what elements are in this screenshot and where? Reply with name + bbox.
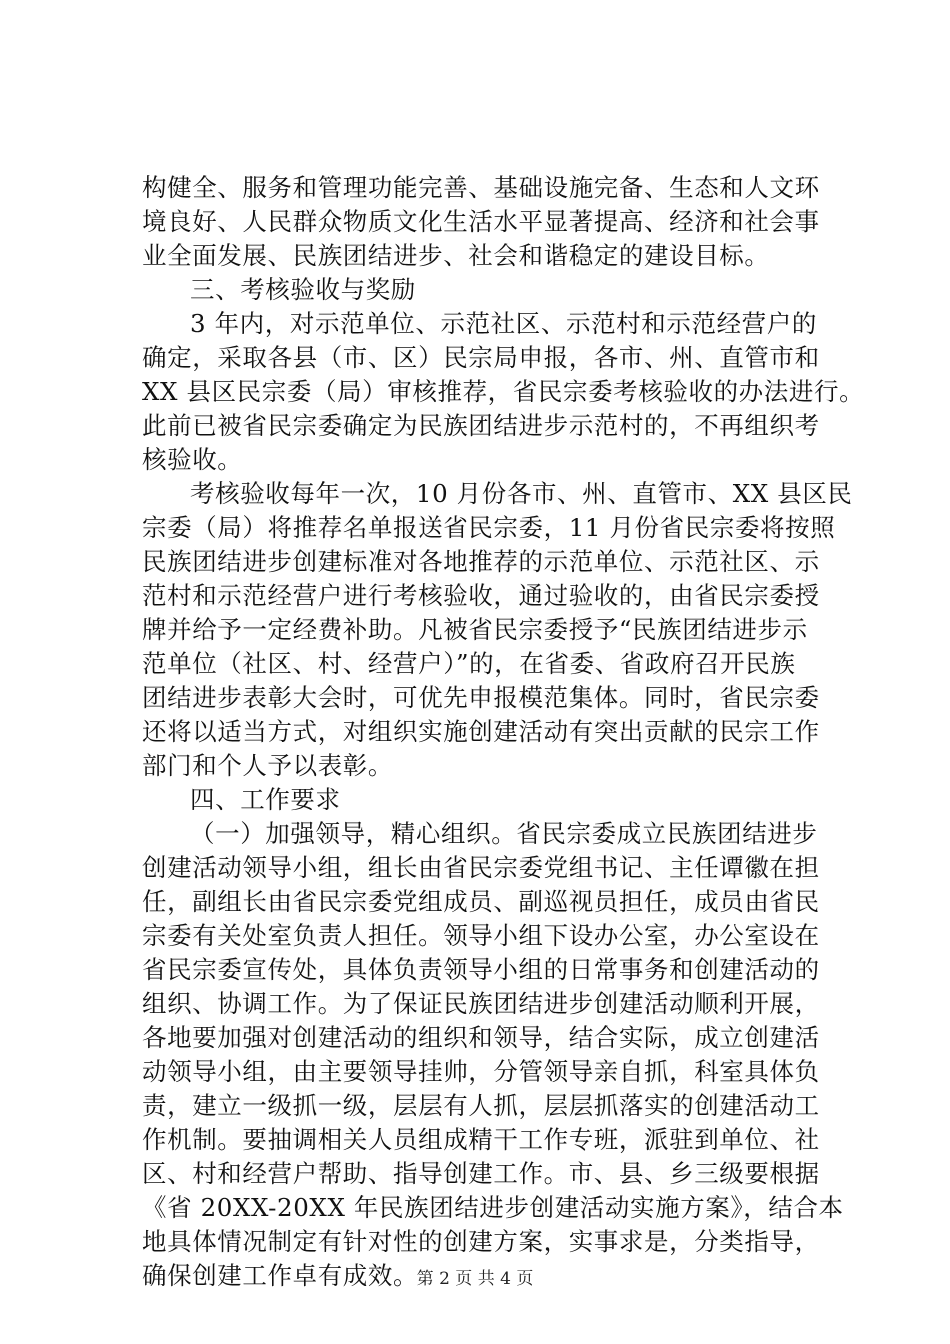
text-line: 动领导小组，由主要领导挂帅，分管领导亲自抓，科室具体负 (142, 1057, 820, 1086)
text-line: 区、村和经营户帮助、指导创建工作。市、县、乡三级要根据 (142, 1159, 820, 1188)
text-line: 构健全、服务和管理功能完善、基础设施完备、生态和人文环 (142, 173, 820, 202)
text-line: 三、考核验收与奖励 (190, 275, 416, 304)
text-line: 任，副组长由省民宗委党组成员、副巡视员担任，成员由省民 (142, 887, 820, 916)
text-line: 宗委有关处室负责人担任。领导小组下设办公室，办公室设在 (142, 921, 820, 950)
text-line: XX 县区民宗委（局）审核推荐，省民宗委考核验收的办法进行。 (142, 377, 865, 406)
text-line: 各地要加强对创建活动的组织和领导，结合实际，成立创建活 (142, 1023, 820, 1052)
text-line: 核验收。 (142, 445, 243, 474)
body-text (142, 171, 865, 1293)
text-line: 《省 20XX-20XX 年民族团结进步创建活动实施方案》，结合本 (142, 1193, 844, 1222)
text-line: 责，建立一级抓一级，层层有人抓，层层抓落实的创建活动工 (142, 1091, 820, 1120)
text-line: 四、工作要求 (190, 785, 341, 814)
text-line: 组织、协调工作。为了保证民族团结进步创建活动顺利开展， (142, 989, 820, 1018)
text-line: 范村和示范经营户进行考核验收，通过验收的，由省民宗委授 (142, 581, 820, 610)
text-line: 业全面发展、民族团结进步、社会和谐稳定的建设目标。 (142, 241, 770, 270)
text-line: 地具体情况制定有针对性的创建方案，实事求是，分类指导， (142, 1227, 820, 1256)
text-line: 牌并给予一定经费补助。凡被省民宗委授予“民族团结进步示 (142, 615, 808, 644)
text-line: 考核验收每年一次，10 月份各市、州、直管市、XX 县区民 (190, 479, 853, 508)
text-line: 民族团结进步创建标准对各地推荐的示范单位、示范社区、示 (142, 547, 820, 576)
text-line: 省民宗委宣传处，具体负责领导小组的日常事务和创建活动的 (142, 955, 820, 984)
text-line: 宗委（局）将推荐名单报送省民宗委，11 月份省民宗委将按照 (142, 513, 836, 542)
text-line: 创建活动领导小组，组长由省民宗委党组书记、主任谭徽在担 (142, 853, 820, 882)
text-line: （一）加强领导，精心组织。省民宗委成立民族团结进步 (190, 819, 818, 848)
text-line: 范单位（社区、村、经营户）”的，在省委、省政府召开民族 (142, 649, 796, 678)
text-line: 确保创建工作卓有成效。 (142, 1261, 419, 1290)
text-line: 作机制。要抽调相关人员组成精干工作专班，派驻到单位、社 (142, 1125, 820, 1154)
text-line: 确定，采取各县（市、区）民宗局申报，各市、州、直管市和 (142, 343, 820, 372)
text-line: 境良好、人民群众物质文化生活水平显著提高、经济和社会事 (142, 207, 820, 236)
text-line: 3 年内，对示范单位、示范社区、示范村和示范经营户的 (190, 309, 817, 338)
text-line: 此前已被省民宗委确定为民族团结进步示范村的，不再组织考 (142, 411, 820, 440)
text-line: 还将以适当方式，对组织实施创建活动有突出贡献的民宗工作 (142, 717, 820, 746)
text-line: 部门和个人予以表彰。 (142, 751, 393, 780)
page-footer: 第 2 页 共 4 页 (416, 1269, 534, 1289)
text-line: 团结进步表彰大会时，可优先申报模范集体。同时，省民宗委 (142, 683, 820, 712)
